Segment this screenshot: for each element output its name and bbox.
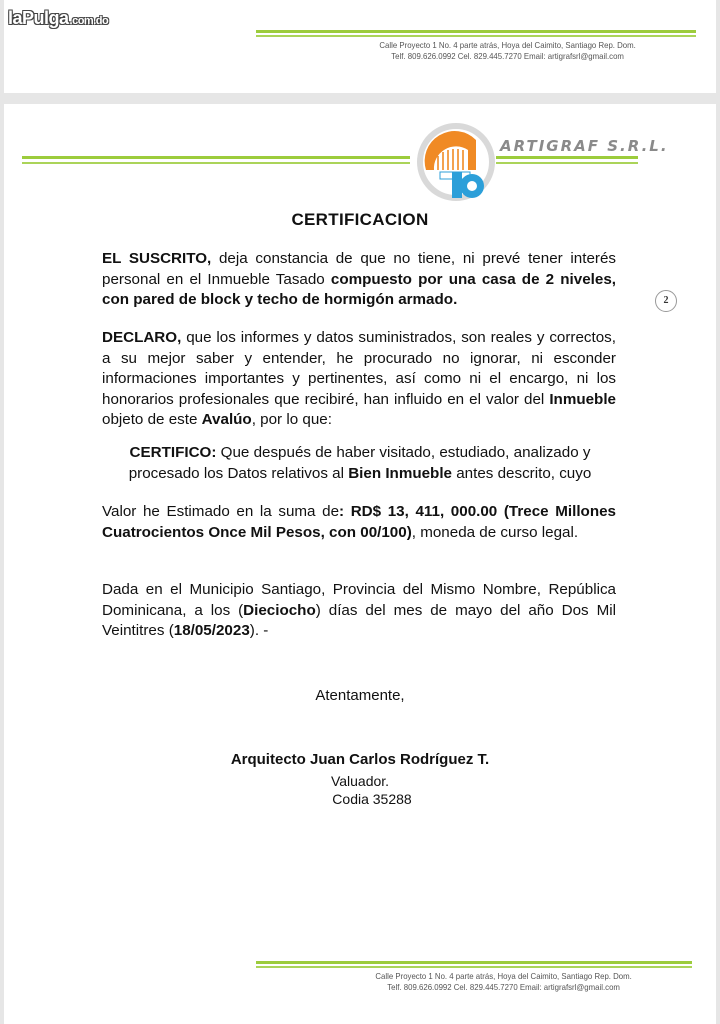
contact-line: Telf. 809.626.0992 Cel. 829.445.7270 Email: artigrafsrl@gmail.com: [391, 51, 624, 61]
artigraf-logo-icon: [416, 122, 496, 202]
paragraph-dada: [102, 580, 616, 642]
footer-green-line-thin: [256, 35, 696, 37]
text: , moneda de curso legal.: [411, 523, 579, 541]
text-bold: Avalúo: [201, 411, 252, 428]
text-bold: DECLARO,: [102, 329, 182, 346]
text-bold: compuesto por una casa de 2 niveles, con pared de block y techo de hormigón armado.: [102, 270, 616, 308]
text: deja constancia de que no tiene, ni prevé tener interés personal en el Inmueble Tasado: [102, 250, 616, 288]
footer-green-line: [256, 961, 692, 964]
text-bold: 18/05/2023: [173, 622, 250, 639]
paragraph-suscrito: [102, 249, 616, 311]
company-name: ARTIGRAF S.R.L.: [500, 137, 669, 155]
text-bold: EL SUSCRITO,: [102, 250, 212, 267]
text: Valor he Estimado en la suma de: [102, 503, 340, 520]
text: objeto de este: [102, 411, 202, 428]
watermark-domain: .com.do: [69, 15, 109, 27]
contact-line: Telf. 809.626.0992 Cel. 829.445.7270 Email: artigrafsrl@gmail.com: [387, 982, 620, 992]
header-green-line-right: [496, 156, 638, 159]
text: Dada en el Municipio Santiago, Provincia del Mismo Nombre, República Dominicana, a los (: [102, 581, 616, 619]
text: , por lo que:: [251, 411, 332, 428]
signer-codia: Codia 35288: [332, 791, 412, 807]
footer-green-line-thin: [256, 966, 692, 968]
header-green-line-right-thin: [496, 162, 638, 164]
previous-page-footer: [4, 0, 716, 93]
document-title: CERTIFICACION: [291, 210, 429, 229]
signer-role: Valuador.: [330, 773, 390, 789]
text-bold: Dieciocho: [243, 601, 316, 619]
text: antes descrito, cuyo: [452, 464, 592, 482]
text: ). -: [249, 622, 269, 639]
address-line: Calle Proyecto 1 No. 4 parte atrás, Hoya del Caimito, Santiago Rep. Dom.: [379, 40, 636, 50]
signer-name: Arquitecto Juan Carlos Rodríguez T.: [230, 751, 490, 768]
text: que los informes y datos suministrados, son reales y correctos, a su mejor saber y entender, he procurado no ignorar, ni esconder informaciones importantes y pertinentes, así como ni el encargo, ni los honorarios profesionales que recibiré, han influido en el valor del: [102, 329, 616, 408]
header-address: [342, 40, 673, 62]
closing-salutation: Atentamente,: [315, 687, 405, 704]
text-bold: : RD$ 13, 411, 000.00 (Trece Millones Cuatrocientos Once Mil Pesos, con 00/100): [102, 503, 617, 541]
page-number-badge: 2: [655, 290, 677, 312]
paragraph-declaro: [102, 328, 616, 431]
address-line: Calle Proyecto 1 No. 4 parte atrás, Hoya del Caimito, Santiago Rep. Dom.: [375, 971, 632, 981]
document-page: [4, 104, 716, 1024]
text-bold: Inmueble: [549, 390, 616, 408]
paragraph-certifico: [104, 443, 616, 484]
header-green-line-thin: [22, 162, 410, 164]
footer-green-line: [256, 30, 696, 33]
watermark-brand: laPulga: [8, 8, 69, 28]
text: ) días del mes de mayo del año Dos Mil Veintitres (: [102, 601, 616, 639]
text-bold: Bien Inmueble: [348, 464, 452, 482]
text: Que después de haber visitado, estudiado, analizado y procesado los Datos relativos al: [128, 444, 591, 482]
text-bold: CERTIFICO:: [129, 444, 217, 461]
header-green-line: [22, 156, 410, 159]
footer-address: [338, 971, 669, 993]
watermark-logo: [8, 8, 108, 29]
paragraph-valor: [102, 502, 616, 543]
